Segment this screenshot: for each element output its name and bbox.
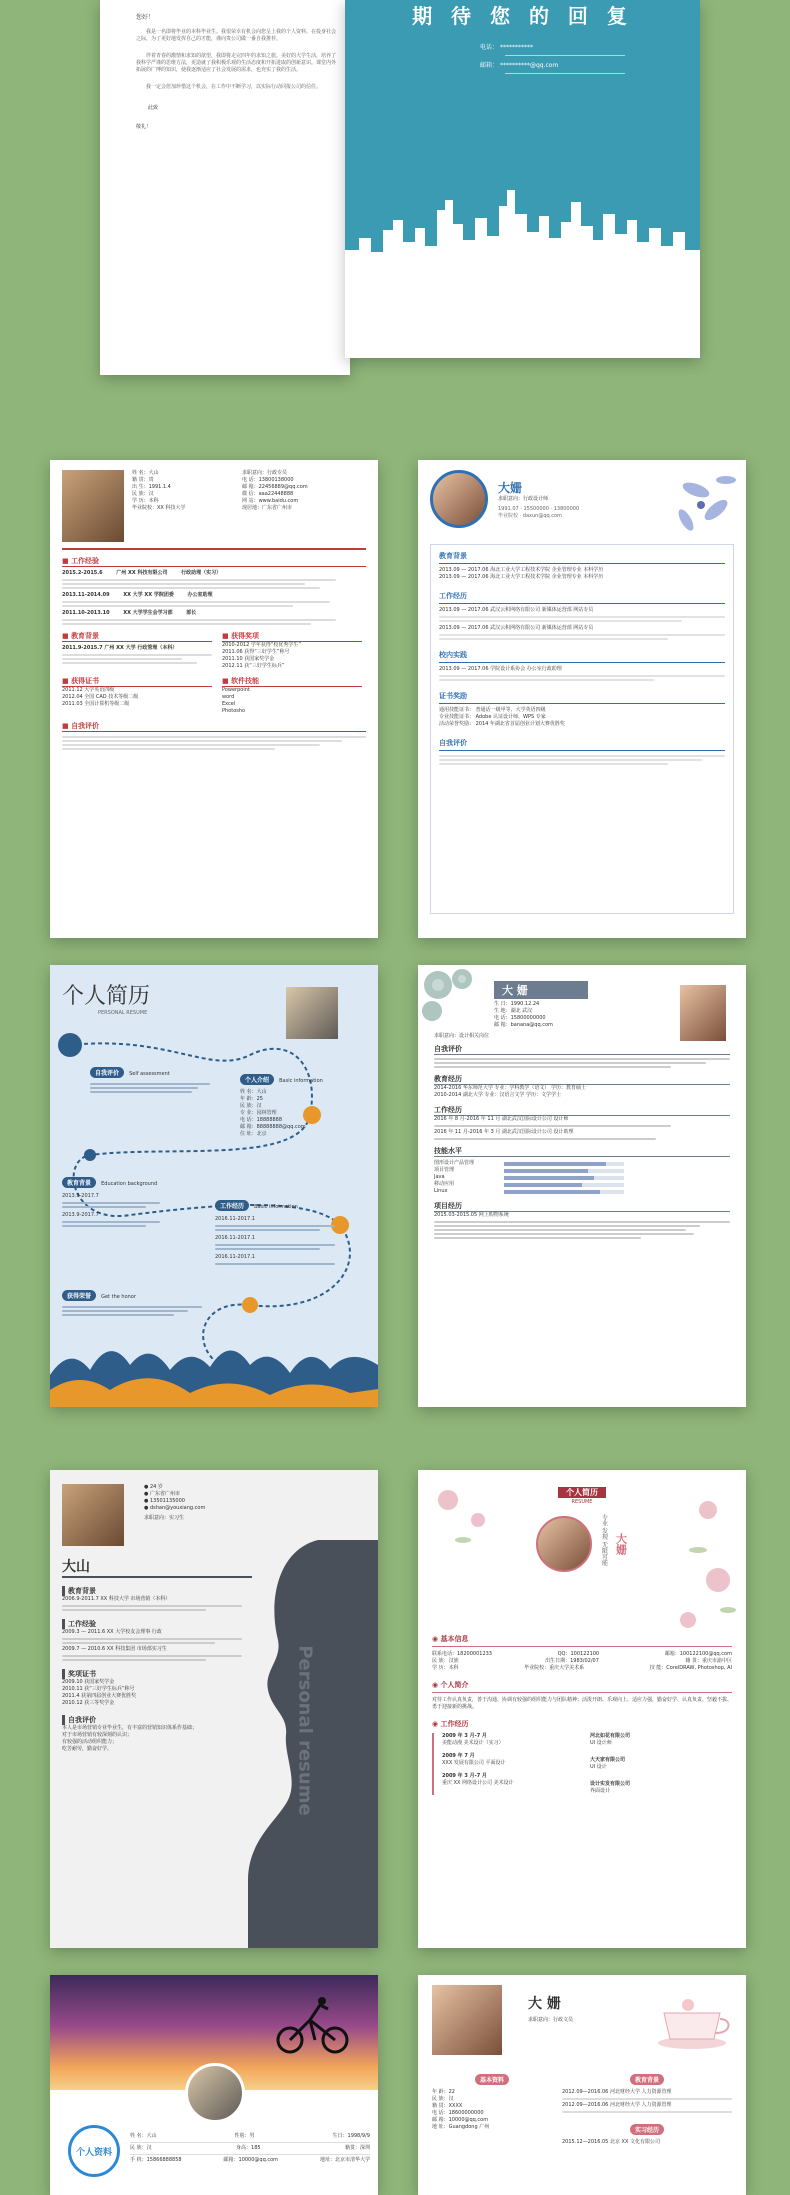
self-line: 吃苦耐劳，勤奋好学。 <box>62 1746 113 1752</box>
section-project: 项目经历 <box>434 1201 730 1212</box>
contact-line: 邮 箱：22456889@qq.com <box>242 484 308 490</box>
intent: 求职意向：行政设计师 <box>498 495 549 502</box>
skill-label: 移动应用 <box>434 1181 455 1187</box>
section-self: ■ 自我评价 <box>62 721 366 732</box>
cert-line: 专业技能证书： Adobe 认证设计师、WPS 专家 <box>439 714 546 720</box>
self-en: Self assessment <box>129 1071 170 1077</box>
section-awards: ■ 获得奖项 <box>222 631 362 642</box>
laptop-icon: ■ <box>222 677 232 685</box>
work-date: 2016.11-2017.1 <box>215 1235 255 1241</box>
cert-line: 通用技能证书： 普通话一级甲等、大学英语四级 <box>439 707 546 713</box>
job-entry: 2011.10-2013.10 XX 大学学生会学习部 部长 <box>62 610 366 625</box>
section-work: 工作经历 <box>439 591 725 604</box>
timeline-item: 2009 年 3 月-7 月 美能动漫 美术设计（实习） <box>442 1733 504 1746</box>
intent: 求职意向：实习生 <box>144 1515 185 1521</box>
skill-bar-track <box>504 1183 624 1187</box>
mail-icon: ● <box>144 1505 150 1511</box>
meta-line: 1991.07 · 15500000 · 13800000 <box>498 505 580 512</box>
section-edu: ■ 教育背景 <box>62 631 212 642</box>
info-row: 民 族：汉族 出生日期：1983/02/07 籍 贯：重庆市渝中区 <box>432 1658 732 1664</box>
edu-date: 2013.9-2017.7 <box>62 1212 99 1218</box>
cyclist-silhouette <box>270 1995 360 2055</box>
succulent-decoration <box>418 965 498 1045</box>
info-line: 住 址：北京 <box>240 1131 267 1137</box>
info-row: 民 族：汉 身高：185 籍贯：深圳 <box>130 2143 370 2155</box>
work-line: 2013.09 — 2017.06 武汉云积网络有限公司 新媒体运营部 网站专员 <box>439 607 594 613</box>
info-row: 手 机：15866888858 邮箱：10000@qq.com 地址：北京市清华大学 <box>130 2157 370 2163</box>
award-line: 2010.12 获三等奖学金 <box>62 1700 115 1706</box>
work-experience <box>215 1193 365 1267</box>
letter-greeting: 您好！ <box>136 14 155 21</box>
info-line: ● 13501135000 <box>144 1498 185 1504</box>
section-base: 基本资料 <box>432 2067 552 2086</box>
info-line: 姓 名：大山 <box>132 470 159 476</box>
intent: 求职意向：设计相关岗位 <box>434 1033 490 1039</box>
honor-label: 获得荣誉 <box>62 1290 96 1301</box>
contact-line: 电 话：13800138000 <box>242 477 294 483</box>
body <box>432 2067 732 2146</box>
section-edu: 教育背景 <box>62 1586 242 1596</box>
contact-line: 网 站：www.baidu.com <box>242 498 299 504</box>
section-base: ◉ 基本信息 <box>432 1635 469 1643</box>
floral-vine-decoration <box>418 1470 746 1670</box>
skill-line: word <box>222 694 235 700</box>
meta-line: 毕业院校 · daxun@qq.com <box>498 512 562 519</box>
section-self: 自我评价 <box>434 1044 730 1055</box>
badge-en: RESUME <box>571 1499 593 1505</box>
info-line: 姓 名：大山 <box>240 1089 267 1095</box>
avatar-photo <box>185 2063 245 2123</box>
name: 大 姗 <box>494 981 588 999</box>
section-edu: 教育背景 <box>439 551 725 564</box>
letter-paragraph: 伴着青春的激情和求知的欲望，我即将走完四年的求知之旅。美好的大学生活，培养了我科学严谨的思维方法，更造就了我积极乐观的生活态度和开拓进取的创新意识。课堂内外拓展的广博的知识，使我逐渐适应了社会发展的需求，也充实了我的生活。 <box>136 52 337 73</box>
base-line: 邮 箱：10000@qq.com <box>432 2117 489 2123</box>
skill-bar-track <box>504 1190 624 1194</box>
skills-col <box>222 676 362 715</box>
skill-label: 图形设计产品管理 <box>434 1160 475 1166</box>
section-self: 自我评价 <box>439 738 725 751</box>
work-line: 2016 年 8 月-2016 年 11 月 湖北武汉国际设计公司 设计师 <box>434 1116 569 1122</box>
section-certs: 证书奖励 <box>439 691 725 704</box>
info-label: 个人资料 <box>75 2147 112 2158</box>
subtitle: PERSONAL RESUME <box>98 1010 148 1016</box>
honors <box>62 1283 202 1318</box>
certs-skills-row <box>62 676 366 715</box>
name: 大山 <box>62 1556 252 1578</box>
base-line: 电 话：18600000000 <box>432 2110 484 2116</box>
cover-phone-underline <box>505 55 625 56</box>
certs-col <box>62 676 212 715</box>
city-skyline-illustration <box>345 180 700 290</box>
section-practice: 实习经历 <box>562 2117 732 2136</box>
work-line: 2013.09 — 2017.06 武汉云积网络有限公司 新媒体运营部 网站专员 <box>439 625 594 631</box>
skill-row <box>434 1167 730 1174</box>
edu-en: Education background <box>101 1181 158 1187</box>
edu-line: 2013.09 — 2017.06 海北工业大学工程技术学院 企业管理专业 本科学历 <box>439 574 604 580</box>
base-line: 年 龄：22 <box>432 2089 455 2095</box>
section-awards: 奖项证书 <box>62 1669 242 1679</box>
skill-line: Excel <box>222 701 236 707</box>
basic-label: 个人介绍 <box>240 1074 274 1085</box>
section-edu: 教育背景 <box>562 2067 732 2086</box>
blue-flower-decoration <box>636 460 746 570</box>
edu-line: 2014-2016 华东师范大学 专业：学科教学（语文） 学历：教育硕士 <box>434 1085 587 1091</box>
base-line: 籍 贯：XXXX <box>432 2103 463 2109</box>
timeline-left <box>432 1733 582 1795</box>
info-row: 姓 名：大山 性别：男 生日：1998/9/9 <box>130 2131 370 2143</box>
timeline-item: 河北如花有限公司 UI 设计师 <box>590 1733 631 1746</box>
cover-letter-page <box>100 0 350 375</box>
letter-paragraph: 我一定会倍加珍惜这个机会，在工作中不断学习，以实际行动回报公司的信任。 <box>146 83 322 90</box>
skill-bar-fill <box>504 1176 594 1180</box>
contact-line: 求职意向：行政专员 <box>242 470 288 476</box>
person-icon: ● <box>144 1484 150 1490</box>
education <box>62 1170 202 1229</box>
work-date: 2016.11-2017.1 <box>215 1254 255 1260</box>
skill-bar-track <box>504 1176 624 1180</box>
section-work: 工作经验 <box>62 1619 242 1629</box>
briefcase-icon: ■ <box>62 557 72 565</box>
resume-floral-grey <box>418 965 746 1407</box>
skill-label: 项目管理 <box>434 1167 455 1173</box>
contact-line: 微 信：aaa22448888 <box>242 491 294 497</box>
info-line: ● 广东省广州市 <box>144 1491 180 1497</box>
project-line: 2015.03-2015.05 网上购物系统 <box>434 1212 509 1218</box>
info-line: 籍 贯：贵 <box>132 477 154 483</box>
user-icon: ◉ <box>432 1635 441 1643</box>
skill-bar-track <box>504 1169 624 1173</box>
edu-line: 2013.09 — 2017.06 海北工业大学工程技术学院 企业管理专业 本科学历 <box>439 567 604 573</box>
edu-line: 2011.9-2015.7 广州 XX 大学 行政管理（本科） <box>62 645 178 651</box>
edu-col <box>562 2067 732 2146</box>
resume-silhouette <box>50 1470 378 1948</box>
cover-email-label: 邮箱： <box>480 62 499 69</box>
info-line: 邮 箱：88888888@qq.com <box>240 1124 306 1130</box>
skill-list <box>434 1160 730 1195</box>
info-line: 电 话：18888888 <box>240 1117 283 1123</box>
intent: 求职意向：行政文员 <box>528 2017 574 2023</box>
basic-info <box>132 470 242 542</box>
resume-pink-floral <box>418 1470 746 1948</box>
skill-row <box>434 1188 730 1195</box>
info-line: 年 龄：25 <box>240 1096 263 1102</box>
work-label: 工作经历 <box>215 1200 249 1211</box>
name: 大 姗 <box>528 1996 561 2012</box>
cert-line: 2011.12 大学英语四级 <box>62 687 115 693</box>
section-skills: 技能水平 <box>434 1146 730 1157</box>
award-line: 2009.10 获国家奖学金 <box>62 1679 115 1685</box>
skill-line: Photosho <box>222 708 246 714</box>
section-work: ■ 工作经验 <box>62 556 366 567</box>
self-line: 对于市场营销有较深刻的认识； <box>62 1732 133 1738</box>
cover-phone-value: *********** <box>499 44 533 51</box>
timeline <box>432 1733 732 1795</box>
trophy-icon: ■ <box>222 632 232 640</box>
header <box>62 1484 366 1546</box>
award-line: 2010.11 获“三好学生标兵”称号 <box>62 1686 135 1692</box>
info-row: 联系电话：18200001233 QQ：100122100 邮箱：100122100@qq.com <box>432 1651 732 1657</box>
cover-phone-label: 电话： <box>480 44 499 51</box>
self-label: 自我评价 <box>90 1067 124 1078</box>
award-line: 2011.06 获得“三好学生”称号 <box>222 649 290 655</box>
location-icon: ● <box>144 1491 150 1497</box>
work-line: 2016 年 11 月-2016 年 3 月 湖北武汉国际设计公司 设计助理 <box>434 1129 574 1135</box>
job-entry: 2015.2-2015.6 广州 XX 科技有限公司 行政助理（实习） <box>62 570 366 589</box>
info-line: 生 日：1990.12.24 <box>494 1001 540 1007</box>
letter-paragraph: 我是一名即将毕业的本科毕业生。我很荣幸有机会向您呈上我的个人资料。在投身社会之际，为了更好地发挥自己的才能，谨向贵公司做一番自我推荐。 <box>136 28 337 42</box>
self-line: 本人是市场营销专业毕业生，有丰富的营销知识体系作基础； <box>62 1725 198 1731</box>
section-intro: ◉ 个人简介 <box>432 1681 469 1689</box>
avatar-photo <box>680 985 726 1041</box>
award-line: 2011.4 获第四届创业大赛优胜奖 <box>62 1693 137 1699</box>
resume-floral-blue <box>418 460 746 938</box>
resume-teacup <box>418 1975 746 2195</box>
vertical-tagline: 专业 发现 无限可能 <box>600 1514 608 1566</box>
info-badge <box>68 2125 120 2177</box>
cert-line: 活动荣誉奖励： 2014 年湖北省首届创业计划大赛优胜奖 <box>439 721 565 727</box>
avatar-photo <box>430 470 488 528</box>
name: 大姗 <box>498 480 523 495</box>
cover-email-underline <box>505 73 625 74</box>
info-line: ● 24 岁 <box>144 1484 163 1490</box>
certificate-icon: ■ <box>62 677 72 685</box>
resume-curve <box>50 965 378 1407</box>
skill-line: Powerpoint <box>222 687 250 693</box>
job-entry: 2013.11-2014.09 XX 大学 XX 学院团委 办公室助理 <box>62 592 366 607</box>
skill-bar-fill <box>504 1190 600 1194</box>
cert-line: 2012.04 全国 CAD 技术等级二级 <box>62 694 139 700</box>
info-line: 生 地：湖北 武汉 <box>494 1008 533 1014</box>
edu-line: 2012.09—2016.06 河北财经大学 人力资源管理 <box>562 2102 672 2108</box>
skill-bar-fill <box>504 1169 588 1173</box>
work-line: 2009.3 — 2011.6 XX 大学校友会理事 行政 <box>62 1629 162 1635</box>
info-line: 学 历：本科 <box>132 498 159 504</box>
contact-info <box>242 470 362 542</box>
base-col <box>432 2067 552 2146</box>
content-frame <box>430 544 734 914</box>
basic-info <box>240 1067 360 1138</box>
person-icon: ■ <box>62 722 72 730</box>
name-block <box>498 479 579 520</box>
skill-bar-fill <box>504 1183 582 1187</box>
edu-line: 2006.9-2011.7 XX 科技大学 市场营销（本科） <box>62 1596 171 1602</box>
head-silhouette-decoration <box>208 1540 378 1948</box>
letter-closing: 此致 <box>148 104 159 111</box>
timeline-right <box>582 1733 722 1795</box>
info-row: 学 历：本科 毕业院校：重庆大学美术系 技 能：CorelDRAW, Photoshop, AI <box>432 1665 732 1671</box>
header <box>62 470 366 550</box>
edu-col <box>62 631 212 670</box>
avatar-photo <box>62 470 124 542</box>
edu-line: 2012.09—2016.06 河北财经大学 人力资源管理 <box>562 2089 672 2095</box>
award-line: 2010-2012 学年获得“校优秀学生” <box>222 642 302 648</box>
timeline-item: 大天家有限公司 UI 设计 <box>590 1757 626 1770</box>
letter-salute: 敬礼！ <box>136 123 152 130</box>
cover-phone <box>480 44 533 53</box>
honor-en: Get the honor <box>101 1294 136 1300</box>
info-line: 民 族：汉 <box>240 1103 262 1109</box>
resume-sunset <box>50 1975 378 2195</box>
cover-page <box>345 0 700 358</box>
section-work: ◉ 工作经历 <box>432 1720 469 1728</box>
section-self: 自我评价 <box>62 1715 242 1725</box>
skill-row <box>434 1181 730 1188</box>
skill-row <box>434 1174 730 1181</box>
cover-email-value: **********@qq.com <box>499 62 559 69</box>
cover-title: 期 待 您 的 回 复 <box>412 4 633 28</box>
info-line: 民 族：汉 <box>132 491 154 497</box>
skill-row <box>434 1160 730 1167</box>
award-line: 2011.10 获国家奖学金 <box>222 656 275 662</box>
timeline-item: 2009 年 7 月 XXX 发展有限公司 平面设计 <box>442 1753 506 1766</box>
graduation-cap-icon: ■ <box>62 632 72 640</box>
award-line: 2012.11 获“三好学生标兵” <box>222 663 285 669</box>
awards-col <box>222 631 362 670</box>
skill-label: Java <box>434 1174 445 1180</box>
section-work: 工作经历 <box>434 1105 730 1116</box>
work-en: Basic information <box>254 1204 298 1210</box>
skill-bar-track <box>504 1162 624 1166</box>
avatar-photo <box>62 1484 124 1546</box>
edu-awards-row <box>62 631 366 670</box>
base-line: 民 族：汉 <box>432 2096 454 2102</box>
timeline-item: 设计实发有限公司 界面设计 <box>590 1781 631 1794</box>
contact-line: 现居地：广东省广州市 <box>242 505 293 511</box>
info-line: 专 业：园林管理 <box>240 1110 277 1116</box>
resume-red <box>50 460 378 938</box>
skill-label: Linux <box>434 1188 448 1194</box>
timeline-item: 2009 年 3 月-7 月 重庆 XX 网络设计公司 美术设计 <box>442 1773 514 1786</box>
title: 个人简历 <box>62 984 151 1009</box>
info-line: 电 话：15800000000 <box>494 1015 546 1021</box>
work-line: 2009.7 — 2010.6 XX 科技集团 市场部实习生 <box>62 1646 167 1652</box>
info-line: 邮 箱：banana@qq.com <box>494 1022 553 1028</box>
info-line: 出 生：1991.1.4 <box>132 484 171 490</box>
section-skills: ■ 软件技能 <box>222 676 362 687</box>
section-edu: 教育经历 <box>434 1074 730 1085</box>
skill-bar-fill <box>504 1162 606 1166</box>
edu-line: 2010-2014 湖北大学 专业：汉语言文学 学历：文学学士 <box>434 1092 562 1098</box>
info-line: 毕业院校：XX 科技大学 <box>132 505 186 511</box>
cover-email <box>480 62 558 71</box>
info-line: ● dshan@youxiang.com <box>144 1505 206 1511</box>
section-practice: 校内实践 <box>439 650 725 663</box>
teacup-illustration <box>652 1983 732 2053</box>
edu-label: 教育背景 <box>62 1177 96 1188</box>
avatar-photo <box>432 1985 502 2055</box>
info-table <box>130 2131 370 2166</box>
self-line: 有较强的活动组织能力； <box>62 1739 118 1745</box>
cert-line: 2011.03 全国计算机等级二级 <box>62 701 130 707</box>
basic-en: Basic information <box>279 1078 323 1084</box>
work-date: 2016.11-2017.1 <box>215 1216 255 1222</box>
info-icon: ◉ <box>432 1681 441 1689</box>
badge: 个人简历 <box>558 1487 606 1498</box>
practice-line: 2015.12—2016.05 北京 XX 文化有限公司 <box>562 2139 660 2145</box>
practice-line: 2013.09 — 2017.06 学院设计系协会 办公室行政助理 <box>439 666 562 672</box>
watermark: Personal resume <box>294 1645 316 1816</box>
name: 大姗 <box>614 1533 628 1555</box>
phone-icon: ● <box>144 1498 150 1504</box>
self-assessment <box>90 1060 210 1095</box>
contact <box>144 1484 205 1546</box>
briefcase-icon: ◉ <box>432 1720 441 1728</box>
base-line: 地 址：Guangdong 广州 <box>432 2124 490 2130</box>
intro-text: 对待工作认真负责，善于沟通、协调有较强的组织能力与团队精神；活泼开朗、乐观向上、适应力强，勤奋好学、认真负责、坚毅不拔、勇于迎接新的挑战。 <box>432 1697 733 1710</box>
name-block <box>528 1993 573 2024</box>
edu-date: 2013.9-2017.7 <box>62 1193 99 1199</box>
section-certs: ■ 获得证书 <box>62 676 212 687</box>
